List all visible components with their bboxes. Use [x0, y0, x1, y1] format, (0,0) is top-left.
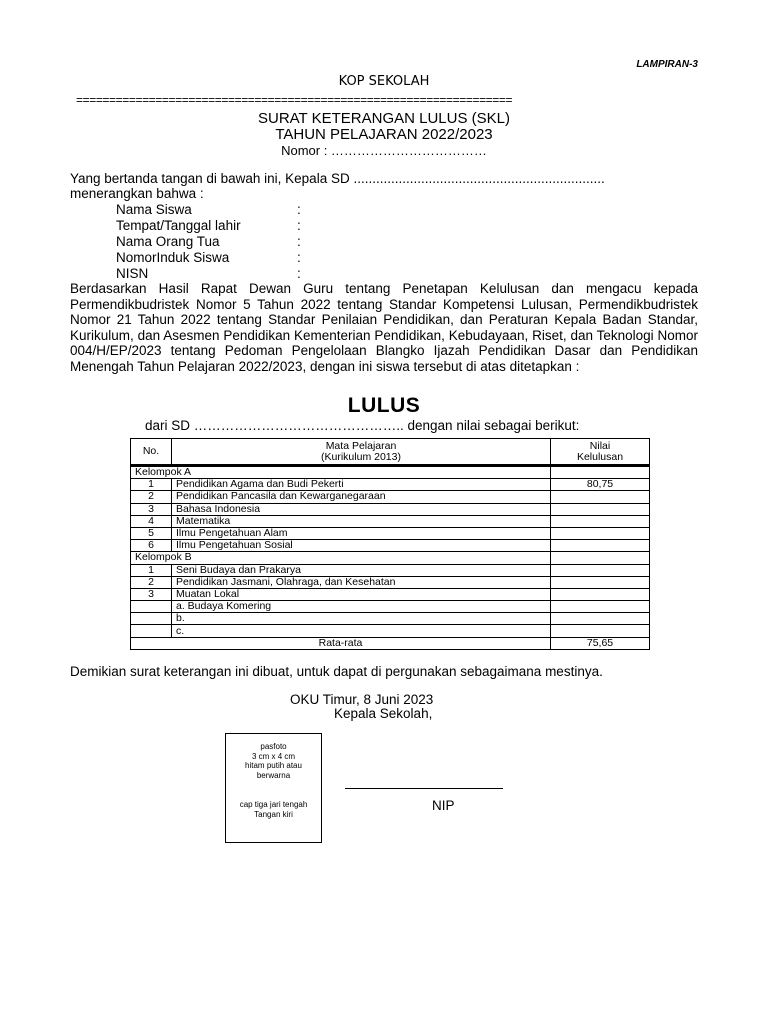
table-row [131, 564, 650, 576]
row-no: 1 [131, 564, 172, 576]
signature-line [345, 788, 503, 789]
group-b-label: Kelompok B [131, 552, 551, 564]
fingerprint-instructions [226, 800, 321, 819]
row-score [551, 588, 650, 600]
field-colon: : [297, 218, 301, 233]
row-subject: Pendidikan Agama dan Budi Pekerti [172, 479, 551, 491]
field-colon: : [297, 266, 301, 281]
table-row [131, 625, 650, 637]
row-subject: Muatan Lokal [172, 588, 551, 600]
table-row [131, 503, 650, 515]
average-row [131, 637, 650, 649]
field-label-birth: Tempat/Tanggal lahir [116, 218, 241, 233]
row-score: 80,75 [551, 479, 650, 491]
photo-line: pasfoto [260, 742, 287, 751]
row-subject: Seni Budaya dan Prakarya [172, 564, 551, 576]
row-score [551, 515, 650, 527]
row-no: 3 [131, 588, 172, 600]
row-no: 2 [131, 491, 172, 503]
average-value: 75,65 [551, 637, 650, 649]
row-subject: Ilmu Pengetahuan Alam [172, 527, 551, 539]
header-score-line1: Nilai [589, 439, 611, 452]
header-score [551, 439, 650, 466]
document-title: SURAT KETERANGAN LULUS (SKL) [257, 110, 510, 127]
field-label-nisn: NISN [116, 266, 149, 281]
row-no: 5 [131, 527, 172, 539]
row-no: 1 [131, 479, 172, 491]
table-row [131, 576, 650, 588]
row-no [131, 601, 172, 613]
row-score [551, 613, 650, 625]
row-no [131, 625, 172, 637]
photo-line: 3 cm x 4 cm [251, 751, 296, 761]
academic-year: TAHUN PELAJARAN 2022/2023 [275, 126, 493, 143]
field-label-nis: NomorInduk Siswa [116, 250, 230, 265]
header-score-line2: Kelulusan [576, 450, 624, 463]
table-row [131, 613, 650, 625]
row-subject: Bahasa Indonesia [172, 503, 551, 515]
row-no: 6 [131, 540, 172, 552]
school-origin-line: dari SD ……………………………………….. dengan nilai sebagai berikut: [145, 418, 580, 433]
place-date: OKU Timur, 8 Juni 2023 [290, 692, 434, 707]
row-subject: Pendidikan Pancasila dan Kewarganegaraan [172, 491, 551, 503]
row-score [551, 601, 650, 613]
table-row [131, 601, 650, 613]
principal-title: Kepala Sekolah, [334, 706, 433, 721]
table-row [131, 540, 650, 552]
row-score [551, 503, 650, 515]
photo-instructions [226, 742, 321, 780]
row-no: 2 [131, 576, 172, 588]
photo-line: hitam putih atau [245, 761, 302, 770]
intro-line-2: menerangkan bahwa : [70, 186, 204, 201]
photo-box [225, 733, 322, 843]
table-cell [551, 466, 650, 479]
row-no: 3 [131, 503, 172, 515]
table-cell [551, 552, 650, 564]
photo-line: Tangan kiri [254, 809, 293, 819]
closing-statement: Demikian surat keterangan ini dibuat, untuk dapat di pergunakan sebagaimana mestinya. [70, 664, 603, 679]
field-label-name: Nama Siswa [116, 202, 192, 217]
intro-line: Yang bertanda tangan di bawah ini, Kepala SD ................................................................... [70, 171, 605, 186]
school-letterhead: KOP SEKOLAH [338, 74, 430, 89]
field-colon: : [297, 202, 301, 217]
header-no: No. [131, 439, 172, 466]
grades-table [130, 438, 650, 650]
table-row [131, 527, 650, 539]
field-colon: : [297, 250, 301, 265]
group-a-label: Kelompok A [131, 466, 551, 479]
row-subject: Pendidikan Jasmani, Olahraga, dan Kesehatan [172, 576, 551, 588]
graduation-status: LULUS [347, 394, 421, 417]
row-subject: b. [172, 613, 551, 625]
header-subject-line2: (Kurikulum 2013) [321, 450, 401, 463]
photo-line: berwarna [256, 770, 291, 780]
row-subject: c. [172, 625, 551, 637]
nip-label: NIP [432, 798, 455, 813]
table-row [131, 588, 650, 600]
average-label: Rata-rata [131, 637, 551, 649]
row-subject: a. Budaya Komering [172, 601, 551, 613]
row-score [551, 576, 650, 588]
header-subject [172, 439, 551, 466]
table-row [131, 515, 650, 527]
row-score [551, 491, 650, 503]
row-subject: Ilmu Pengetahuan Sosial [172, 540, 551, 552]
header-rule: ================================================================== [76, 93, 513, 107]
field-colon: : [297, 234, 301, 249]
row-score [551, 625, 650, 637]
photo-line: cap tiga jari tengah [239, 800, 308, 809]
row-subject: Matematika [172, 515, 551, 527]
row-score [551, 527, 650, 539]
basis-paragraph: Berdasarkan Hasil Rapat Dewan Guru tentang Penetapan Kelulusan dan mengacu kepada Permendikbudristek Nomor 5 Tahun 2022 tentang Standar Kompetensi Lulusan, Permendikbudristek Nomor 21 Tahun 2022 tentang Standar Penilaian Pendidikan, dan Peraturan Kepala Badan Standar, Kurikulum, dan Asesmen Pendidikan Kementerian Pendidikan, Kebudayaan, Riset, dan Teknologi Nomor 004/H/EP/2023 tentang Pedoman Pengelolaan Blangko Ijazah Pendidikan Dasar dan Pendidikan Menengah Tahun Pelajaran 2022/2023, dengan ini siswa tersebut di atas ditetapkan : [70, 281, 698, 374]
row-score [551, 564, 650, 576]
field-label-parent: Nama Orang Tua [116, 234, 220, 249]
document-number: Nomor : ……………………………… [281, 143, 487, 158]
header-subject-line1: Mata Pelajaran [325, 439, 397, 452]
row-no: 4 [131, 515, 172, 527]
table-row [131, 479, 650, 491]
row-no [131, 613, 172, 625]
table-row [131, 491, 650, 503]
attachment-label: LAMPIRAN-3 [636, 59, 698, 70]
row-score [551, 540, 650, 552]
